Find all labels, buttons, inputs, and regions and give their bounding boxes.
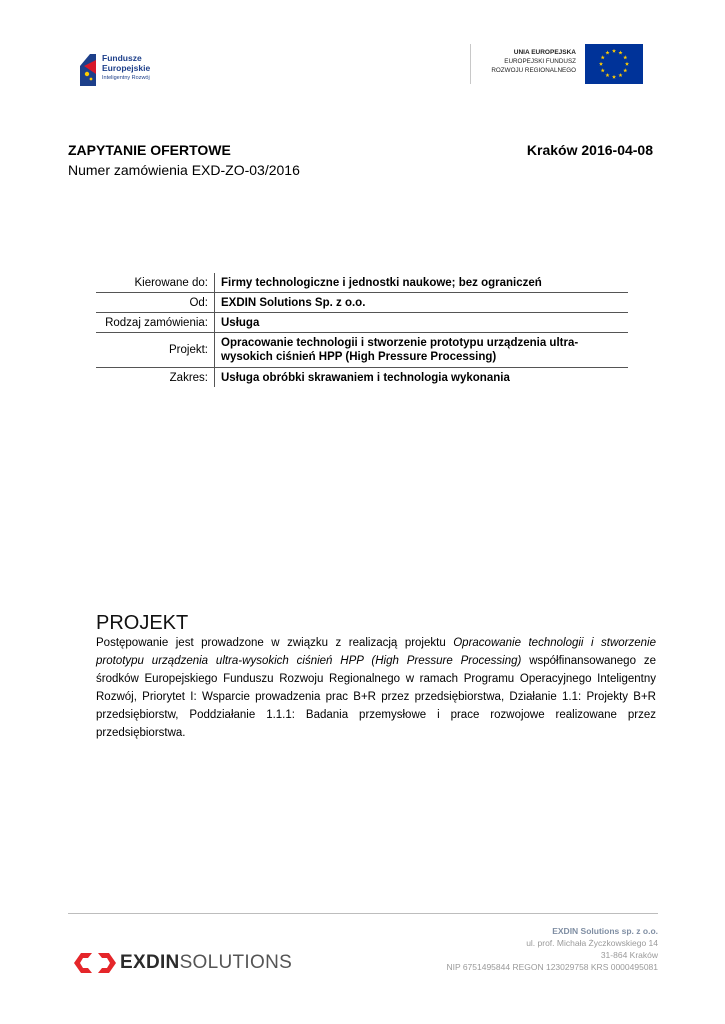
table-row bbox=[96, 293, 628, 313]
logo-word-bold: EXDIN bbox=[120, 952, 180, 973]
logo-word-normal: SOLUTIONS bbox=[179, 952, 293, 973]
row-label: Od: bbox=[96, 293, 215, 313]
footer-ids: NIP 6751495844 REGON 123029758 KRS 0000495081 bbox=[446, 962, 658, 972]
exdin-logo bbox=[72, 950, 312, 978]
table-row bbox=[96, 368, 628, 388]
row-value: Usługa obróbki skrawaniem i technologia wykonania bbox=[221, 371, 510, 384]
eu-logo-line2: EUROPEJSKI FUNDUSZ bbox=[504, 58, 576, 65]
row-value: EXDIN Solutions Sp. z o.o. bbox=[215, 293, 629, 313]
project-paragraph bbox=[96, 634, 656, 742]
info-table bbox=[96, 273, 628, 387]
row-label: Kierowane do: bbox=[96, 273, 215, 293]
paragraph-project-name: Opracowanie technologii i stworzenie prototypu urządzenia ultra-wysokich ciśnień HPP (High Pressure Processing) bbox=[96, 637, 656, 667]
row-label: Zakres: bbox=[96, 368, 215, 388]
row-label: Rodzaj zamówienia: bbox=[96, 313, 215, 333]
table-row bbox=[96, 313, 628, 333]
footer-city: 31-864 Kraków bbox=[600, 950, 658, 960]
document-title: ZAPYTANIE OFERTOWE bbox=[68, 142, 231, 158]
exdin-mark-icon bbox=[72, 950, 118, 976]
paragraph-rest: współfinansowanego ze środków Europejskiego Funduszu Rozwoju Regionalnego w ramach Programu Operacyjnego Inteligentny Rozwój, Priorytet I: Wsparcie prowadzenia prac B+R przez przedsiębiorstwa, Działanie 1.1: Projekty B+R przedsiębiorstw, Poddziałanie 1.1.1: Badania przemysłowe i prace rozwojowe realizowane przez przedsiębiorstwa. bbox=[96, 655, 656, 739]
row-value: Opracowanie technologii i stworzenie prototypu urządzenia ultra-wysokich ciśnień HPP (High Pressure Processing) bbox=[215, 333, 629, 368]
eu-flag-icon bbox=[585, 44, 643, 84]
fundusze-europejskie-mark-icon bbox=[78, 52, 98, 88]
footer-company: EXDIN Solutions sp. z o.o. bbox=[552, 926, 658, 936]
fundusze-europejskie-logo bbox=[78, 52, 178, 90]
row-label: Projekt: bbox=[96, 333, 215, 368]
paragraph-intro: Postępowanie jest prowadzone w związku z realizacją projektu bbox=[96, 637, 454, 649]
logo-fe-line1: Fundusze bbox=[102, 53, 142, 63]
table-row bbox=[96, 333, 628, 368]
row-value: Usługa bbox=[215, 313, 629, 333]
footer-street: ul. prof. Michała Życzkowskiego 14 bbox=[526, 938, 658, 948]
table-row bbox=[96, 273, 628, 293]
section-title: PROJEKT bbox=[96, 612, 189, 634]
exdin-logo-wordmark bbox=[120, 952, 292, 974]
place-date: Kraków 2016-04-08 bbox=[526, 142, 653, 158]
logo-fe-line2: Europejskie bbox=[102, 63, 151, 73]
eu-logo-text-box bbox=[470, 44, 579, 84]
eu-logo bbox=[470, 44, 645, 84]
logo-fe-line3: Inteligentny Rozwój bbox=[102, 75, 150, 81]
footer-divider bbox=[68, 913, 658, 914]
eu-logo-line3: ROZWOJU REGIONALNEGO bbox=[491, 67, 576, 74]
footer-address bbox=[446, 925, 658, 973]
eu-logo-line1: UNIA EUROPEJSKA bbox=[513, 49, 576, 56]
row-value: Firmy technologiczne i jednostki naukowe; bez ograniczeń bbox=[215, 273, 629, 293]
order-number: Numer zamówienia EXD-ZO-03/2016 bbox=[68, 162, 300, 178]
